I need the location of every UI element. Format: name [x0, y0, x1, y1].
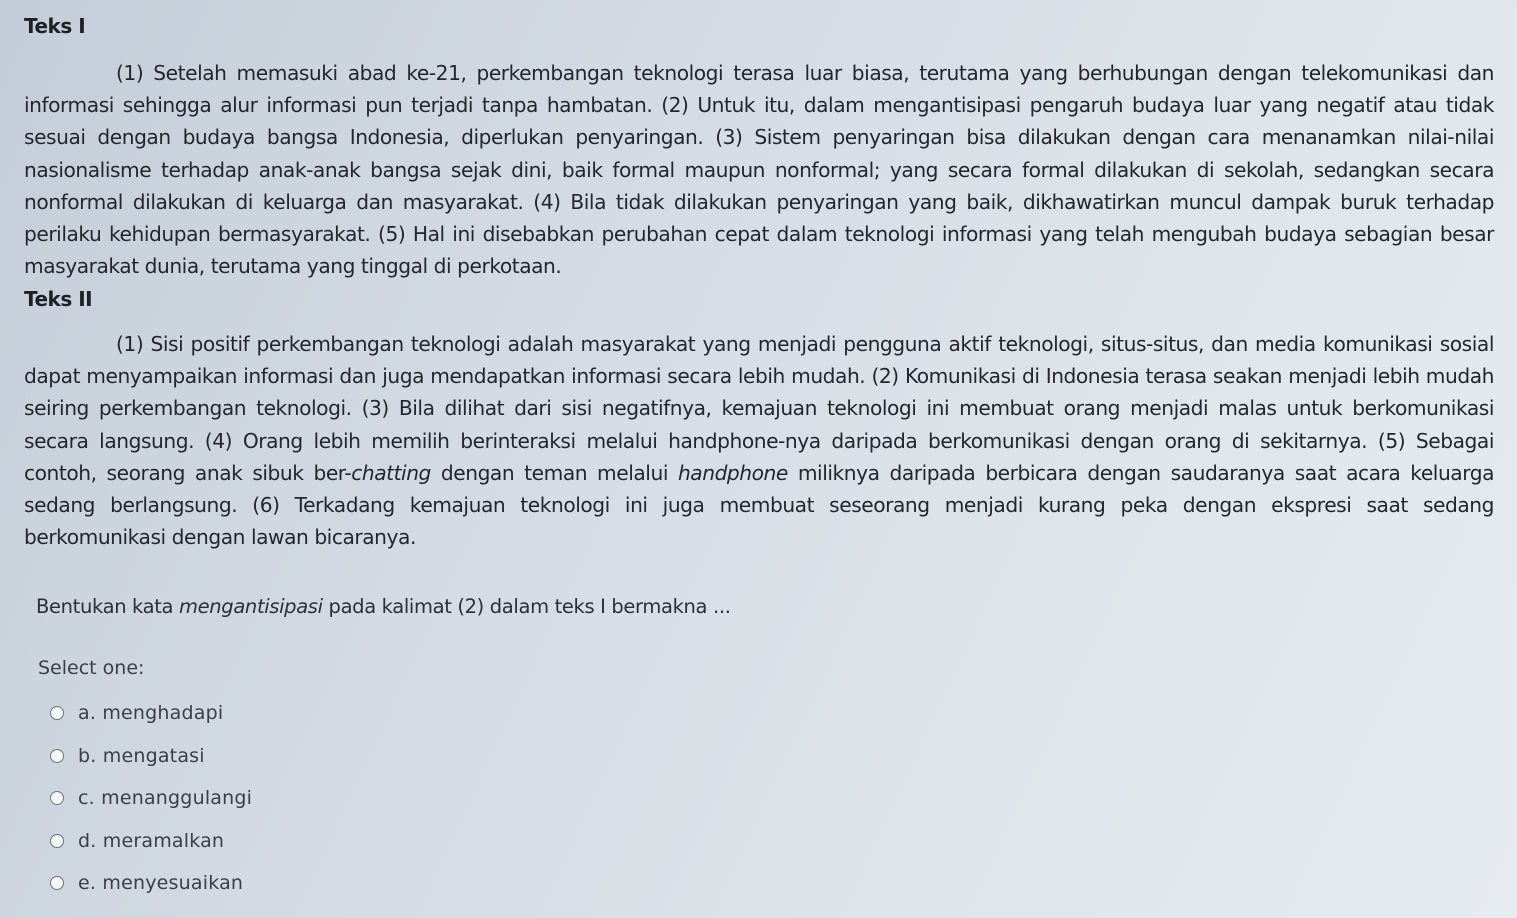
radio-button-icon[interactable] — [50, 706, 64, 720]
option-a-label[interactable]: a. menghadapi — [78, 702, 224, 725]
text2-part1: (1) Sisi positif perkembangan teknologi adalah masyarakat yang menjadi pengguna aktif teknologi, situs-situs, dan media komunikasi sosial dapat menyampaikan informasi dan juga mendapatkan informasi secara lebih mudah. (2) Komunikasi di Indonesia terasa seakan menjadi lebih mudah seiring perkembangan teknologi. (3) Bila dilihat dari sisi negatifnya, kemajuan teknologi ini membuat orang menjadi malas untuk berkomunikasi secara langsung. (4) Orang lebih memilih berinteraksi melalui handphone-nya daripada berkomunikasi dengan orang di sekitarnya. (5) Sebagai contoh, seorang anak sibuk ber- — [24, 332, 1494, 485]
text1-heading: Teks I — [24, 14, 86, 38]
question-term: mengantisipasi — [179, 595, 323, 618]
radio-button-icon[interactable] — [50, 834, 64, 848]
radio-button-icon[interactable] — [50, 791, 64, 805]
text2-paragraph — [24, 328, 1494, 553]
radio-button-icon[interactable] — [50, 749, 64, 763]
question-prefix: Bentukan kata — [36, 595, 179, 618]
question-text — [36, 595, 731, 618]
text1-paragraph: (1) Setelah memasuki abad ke-21, perkembangan teknologi terasa luar biasa, terutama yang berhubungan dengan telekomunikasi dan informasi sehingga alur informasi pun terjadi tanpa hambatan. (2) Untuk itu, dalam mengantisipasi pengaruh budaya luar yang negatif atau tidak sesuai dengan budaya bangsa Indonesia, diperlukan penyaringan. (3) Sistem penyaringan bisa dilakukan dengan cara menanamkan nilai-nilai nasionalisme terhadap anak-anak bangsa sejak dini, baik formal maupun nonformal; yang secara formal dilakukan di sekolah, sedangkan secara nonformal dilakukan di keluarga dan masyarakat. (4) Bila tidak dilakukan penyaringan yang baik, dikhawatirkan muncul dampak buruk terhadap perilaku kehidupan bermasyarakat. (5) Hal ini disebabkan perubahan cepat dalam teknologi informasi yang telah mengubah budaya sebagian besar masyarakat dunia, terutama yang tinggal di perkotaan. — [24, 61, 1494, 279]
answer-options — [50, 692, 252, 905]
text2-italic-chatting: chatting — [351, 460, 431, 485]
text2-part3: miliknya daripada berbicara dengan saudaranya saat acara keluarga sedang berlangsung. (6) Terkadang kemajuan teknologi ini juga membuat seseorang menjadi kurang peka dengan ekspresi saat sedang berkomunikasi dengan lawan bicaranya. — [24, 460, 1494, 550]
option-b-label[interactable]: b. mengatasi — [78, 744, 205, 767]
option-b[interactable] — [50, 735, 252, 778]
option-e[interactable] — [50, 862, 252, 905]
option-a[interactable] — [50, 692, 252, 735]
text2-heading: Teks II — [24, 287, 93, 311]
select-one-label: Select one: — [38, 657, 145, 679]
option-c-label[interactable]: c. menanggulangi — [78, 787, 253, 810]
question-suffix: pada kalimat (2) dalam teks I bermakna ... — [322, 595, 731, 618]
option-d-label[interactable]: d. meramalkan — [78, 829, 225, 852]
radio-button-icon[interactable] — [50, 876, 64, 890]
text2-part2: dengan teman melalui — [430, 460, 678, 485]
text2-italic-handphone: handphone — [677, 460, 788, 485]
option-c[interactable] — [50, 777, 252, 820]
option-e-label[interactable]: e. menyesuaikan — [78, 872, 244, 895]
option-d[interactable] — [50, 820, 252, 863]
